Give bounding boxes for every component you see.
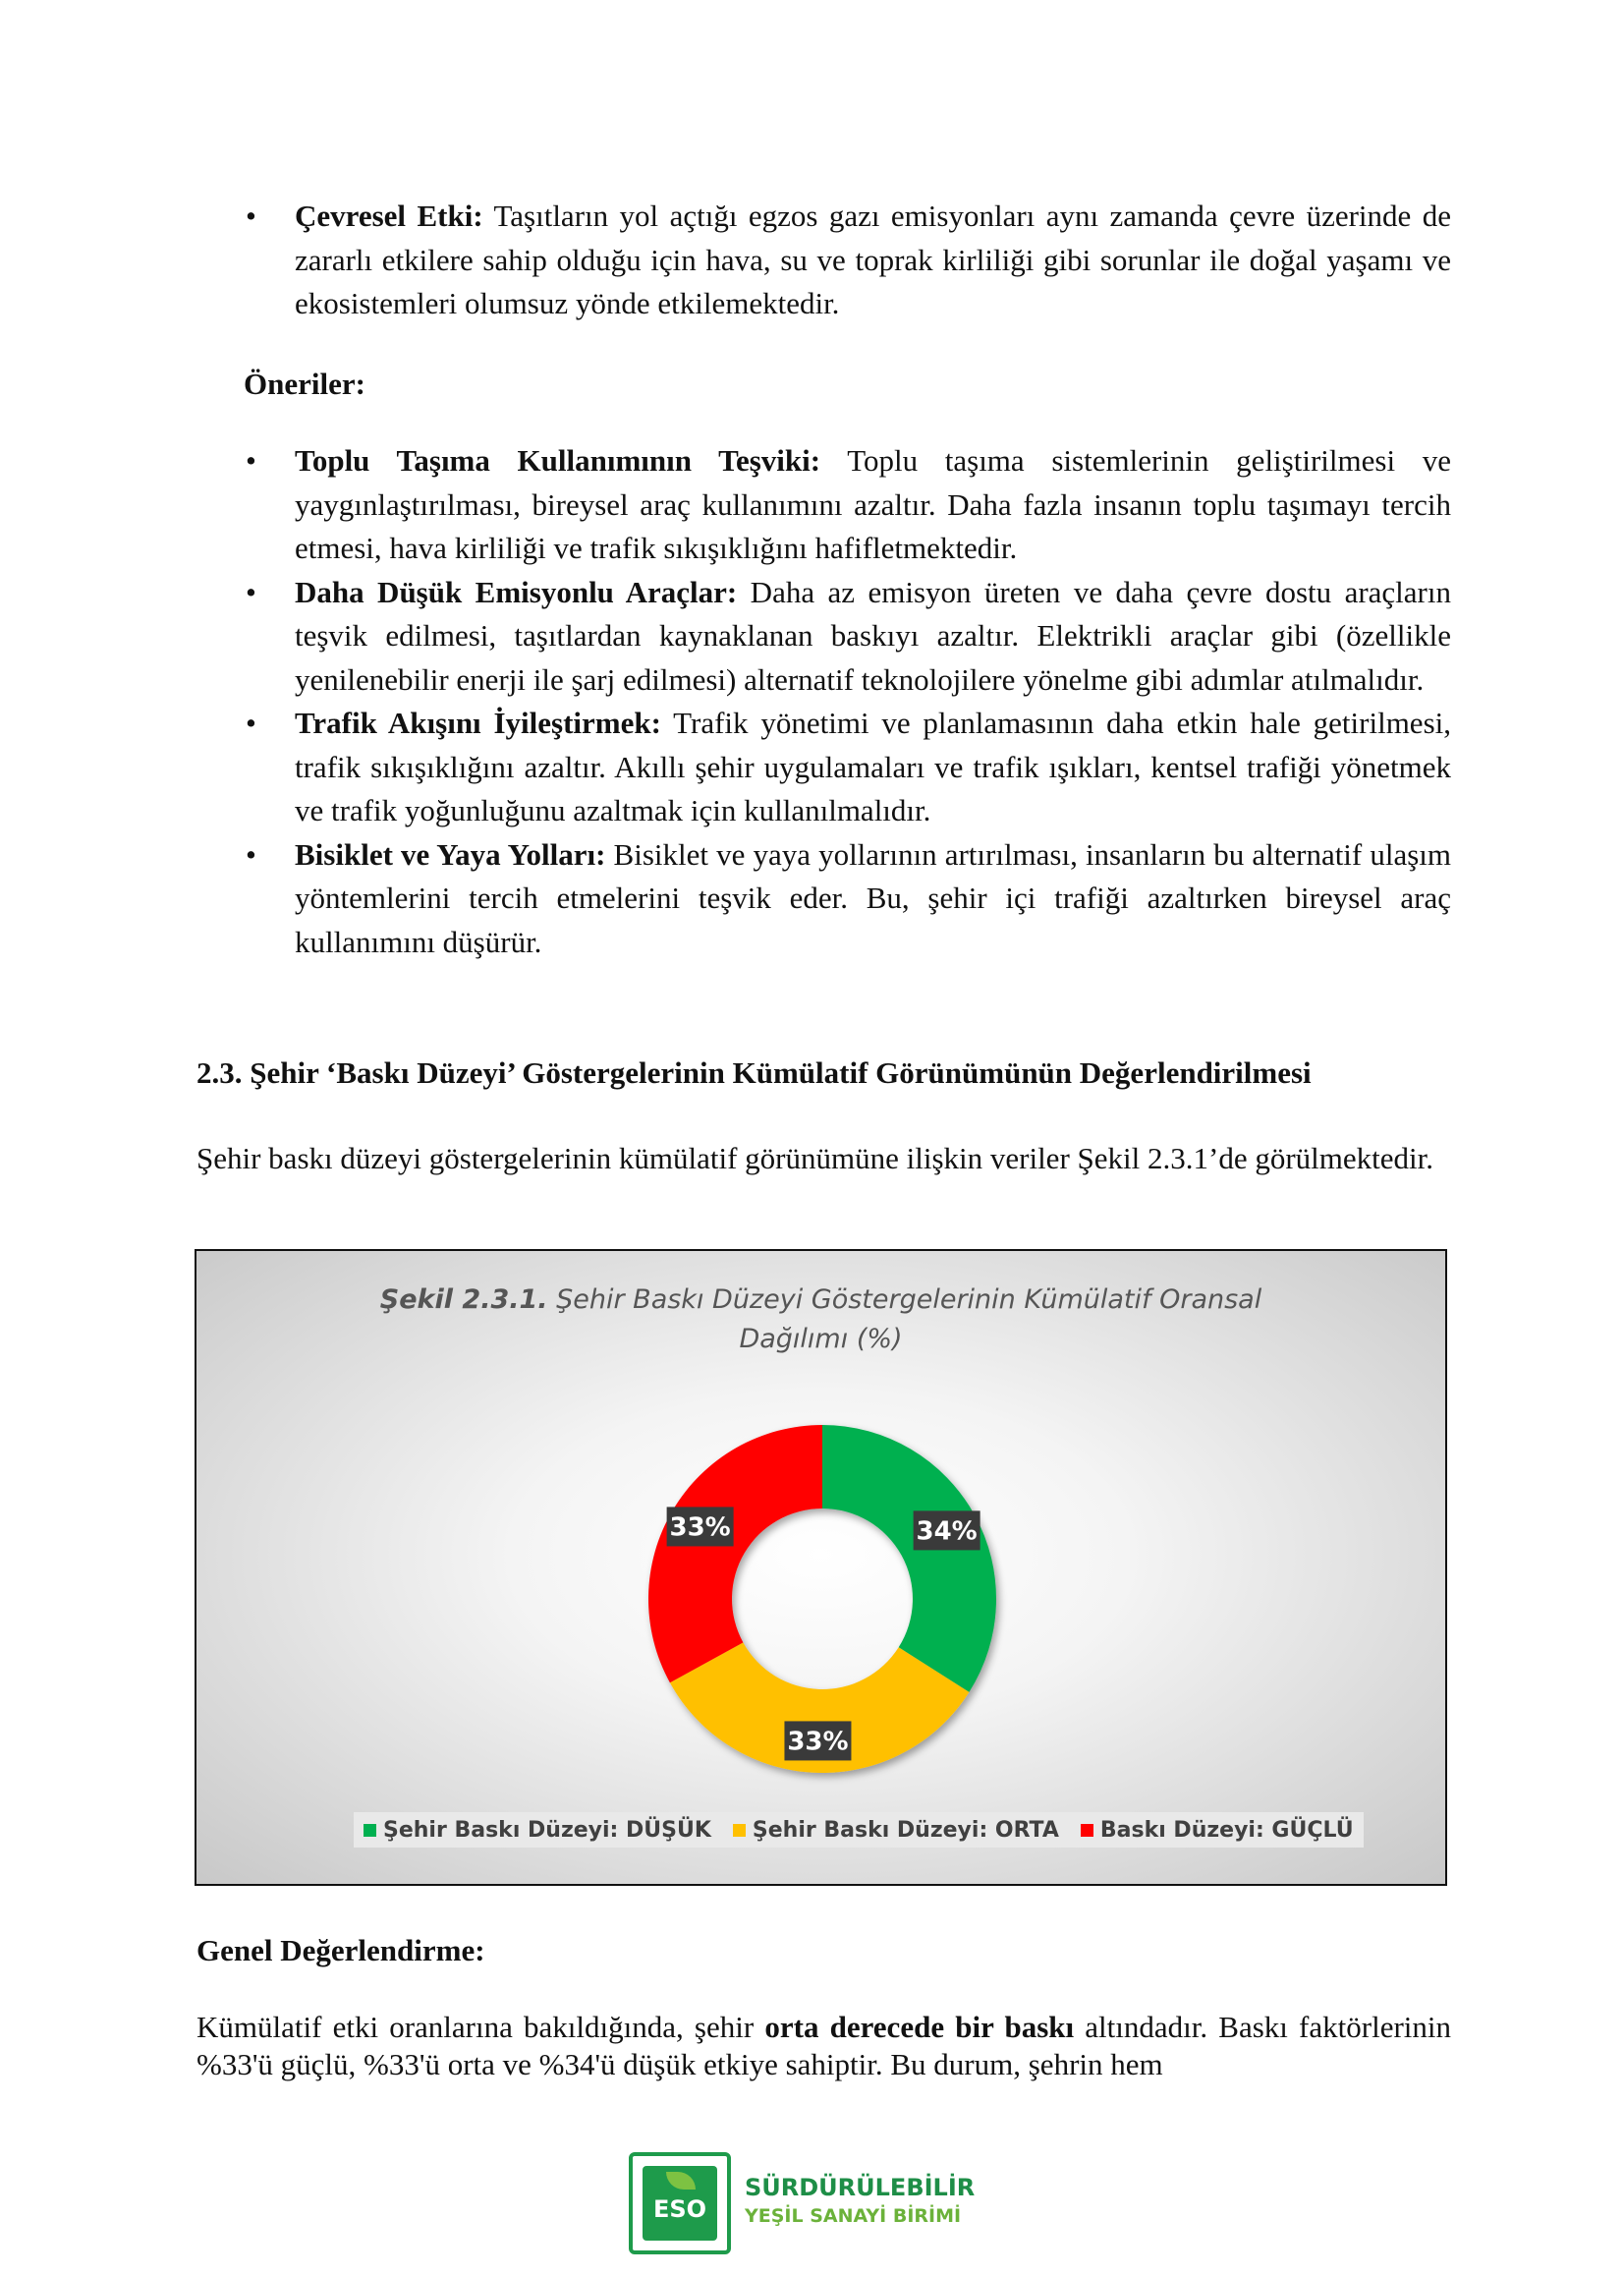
bullet-text: Taşıtların yol açtığı egzos gazı emisyonları aynı zamanda çevre üzerinde de zararlı etkilere sahip olduğu için hava, su ve toprak kirliliği gibi sorunlar ile doğal yaşamı ve ekosistemleri olumsuz yönde etkilemektedir. <box>295 199 1451 320</box>
bullet-label: Bisiklet ve Yaya Yolları: <box>295 836 606 872</box>
logo-line1: SÜRDÜRÜLEBİLİR <box>745 2174 976 2201</box>
bullet-label: Daha Düşük Emisyonlu Araçlar: <box>295 574 738 609</box>
bullet-text: Trafik yönetimi ve planlamasının daha etkin hale getirilmesi, trafik sıkışıklığını azaltır. Akıllı şehir uygulamaları ve trafik ışıkları, kentsel trafiği yönetmek ve trafik yoğunluğunu azaltmak için kullanılmalıdır. <box>295 706 1451 827</box>
legend-item-low <box>364 1818 711 1843</box>
legend-item-strong <box>1081 1818 1354 1843</box>
legend-label: Baskı Düzeyi: GÜÇLÜ <box>1099 1817 1354 1843</box>
data-label-low <box>914 1510 980 1550</box>
eso-logo-text: ESO <box>652 2195 707 2223</box>
legend-item-medium <box>733 1818 1059 1843</box>
data-label-text: 33% <box>787 1727 849 1757</box>
bullet-item <box>241 195 1451 326</box>
text-emphasis: orta derecede bir baskı <box>764 2010 1075 2044</box>
recommendations-heading: Öneriler: <box>244 367 365 401</box>
bullet-text: Toplu taşıma sistemlerinin geliştirilmesi ve yaygınlaştırılması, bireysel araç kullanımını azaltır. Daha fazla insanın toplu taşımayı tercih etmesi, hava kirliliği ve trafik sıkışıklığını hafifletmektedir. <box>295 443 1451 565</box>
logo-line2: YEŞİL SANAYİ BİRİMİ <box>745 2205 962 2227</box>
legend-swatch-medium <box>733 1824 746 1837</box>
legend-swatch-strong <box>1081 1824 1093 1837</box>
donut-slice-low <box>822 1425 996 1692</box>
bullet-item <box>241 702 1451 833</box>
data-label-text: 34% <box>916 1516 978 1547</box>
bullet-label: Trafik Akışını İyileştirmek: <box>295 706 661 740</box>
data-label-strong <box>667 1507 734 1546</box>
environmental-effect-section <box>241 195 1451 326</box>
general-evaluation-heading: Genel Değerlendirme: <box>196 1933 485 1967</box>
bullet-item <box>241 439 1451 571</box>
bullet-item <box>241 571 1451 703</box>
bullet-text: Bisiklet ve yaya yollarının artırılması, insanların bu alternatif ulaşım yöntemlerini tercih etmelerini teşvik eder. Bu, şehir içi trafiği azaltırken bireysel araç kullanımını düşürür. <box>295 836 1452 959</box>
donut-chart <box>195 1249 1447 1886</box>
bullet-label: Çevresel Etki: <box>295 199 483 233</box>
section-heading: 2.3. Şehir ‘Baskı Düzeyi’ Göstergelerinin Kümülatif Görünümünün Değerlendirilmesi <box>196 1055 1312 1090</box>
chart-title-text: Şehir Baskı Düzeyi Göstergelerinin Kümülatif Oransal <box>547 1284 1262 1315</box>
recommendations-list <box>241 439 1451 964</box>
data-label-medium <box>784 1721 851 1760</box>
bullet-item <box>241 833 1451 965</box>
chart-title-line2: Dağılımı (%) <box>739 1324 903 1354</box>
bullet-label: Toplu Taşıma Kullanımının Teşviki: <box>295 443 821 478</box>
text-part: Kümülatif etki oranlarına bakıldığında, şehir <box>196 2010 765 2044</box>
legend-label: Şehir Baskı Düzeyi: ORTA <box>752 1817 1059 1843</box>
data-label-text: 33% <box>669 1512 731 1543</box>
text-part: altındadır. Baskı faktörlerinin %33'ü güçlü, %33'ü orta ve %34'ü düşük etkiye sahiptir. Bu durum, şehrin hem <box>196 2010 1451 2081</box>
legend-swatch-low <box>364 1824 376 1837</box>
chart-legend <box>354 1812 1364 1848</box>
eso-logo-mark <box>629 2152 731 2254</box>
section-intro: Şehir baskı düzeyi göstergelerinin kümülatif görünümüne ilişkin veriler Şekil 2.3.1’de görülmektedir. <box>196 1141 1433 1175</box>
eso-logo <box>629 2152 976 2260</box>
donut-slices <box>648 1425 996 1773</box>
chart-title-number: Şekil 2.3.1. <box>379 1284 548 1315</box>
bullet-text: Daha az emisyon üreten ve daha çevre dostu araçların teşvik edilmesi, taşıtlardan kaynaklanan baskıyı azaltır. Elektrikli araçlar gibi (özellikle yenilenebilir enerji ile şarj edilmesi) alternatif teknolojilere yönelme gibi adımlar atılmalıdır. <box>295 574 1451 697</box>
general-evaluation-text <box>196 2009 1451 2083</box>
donut-slice-strong <box>648 1425 822 1682</box>
donut-chart-svg <box>196 1251 1445 1884</box>
legend-label: Şehir Baskı Düzeyi: DÜŞÜK <box>383 1817 711 1843</box>
